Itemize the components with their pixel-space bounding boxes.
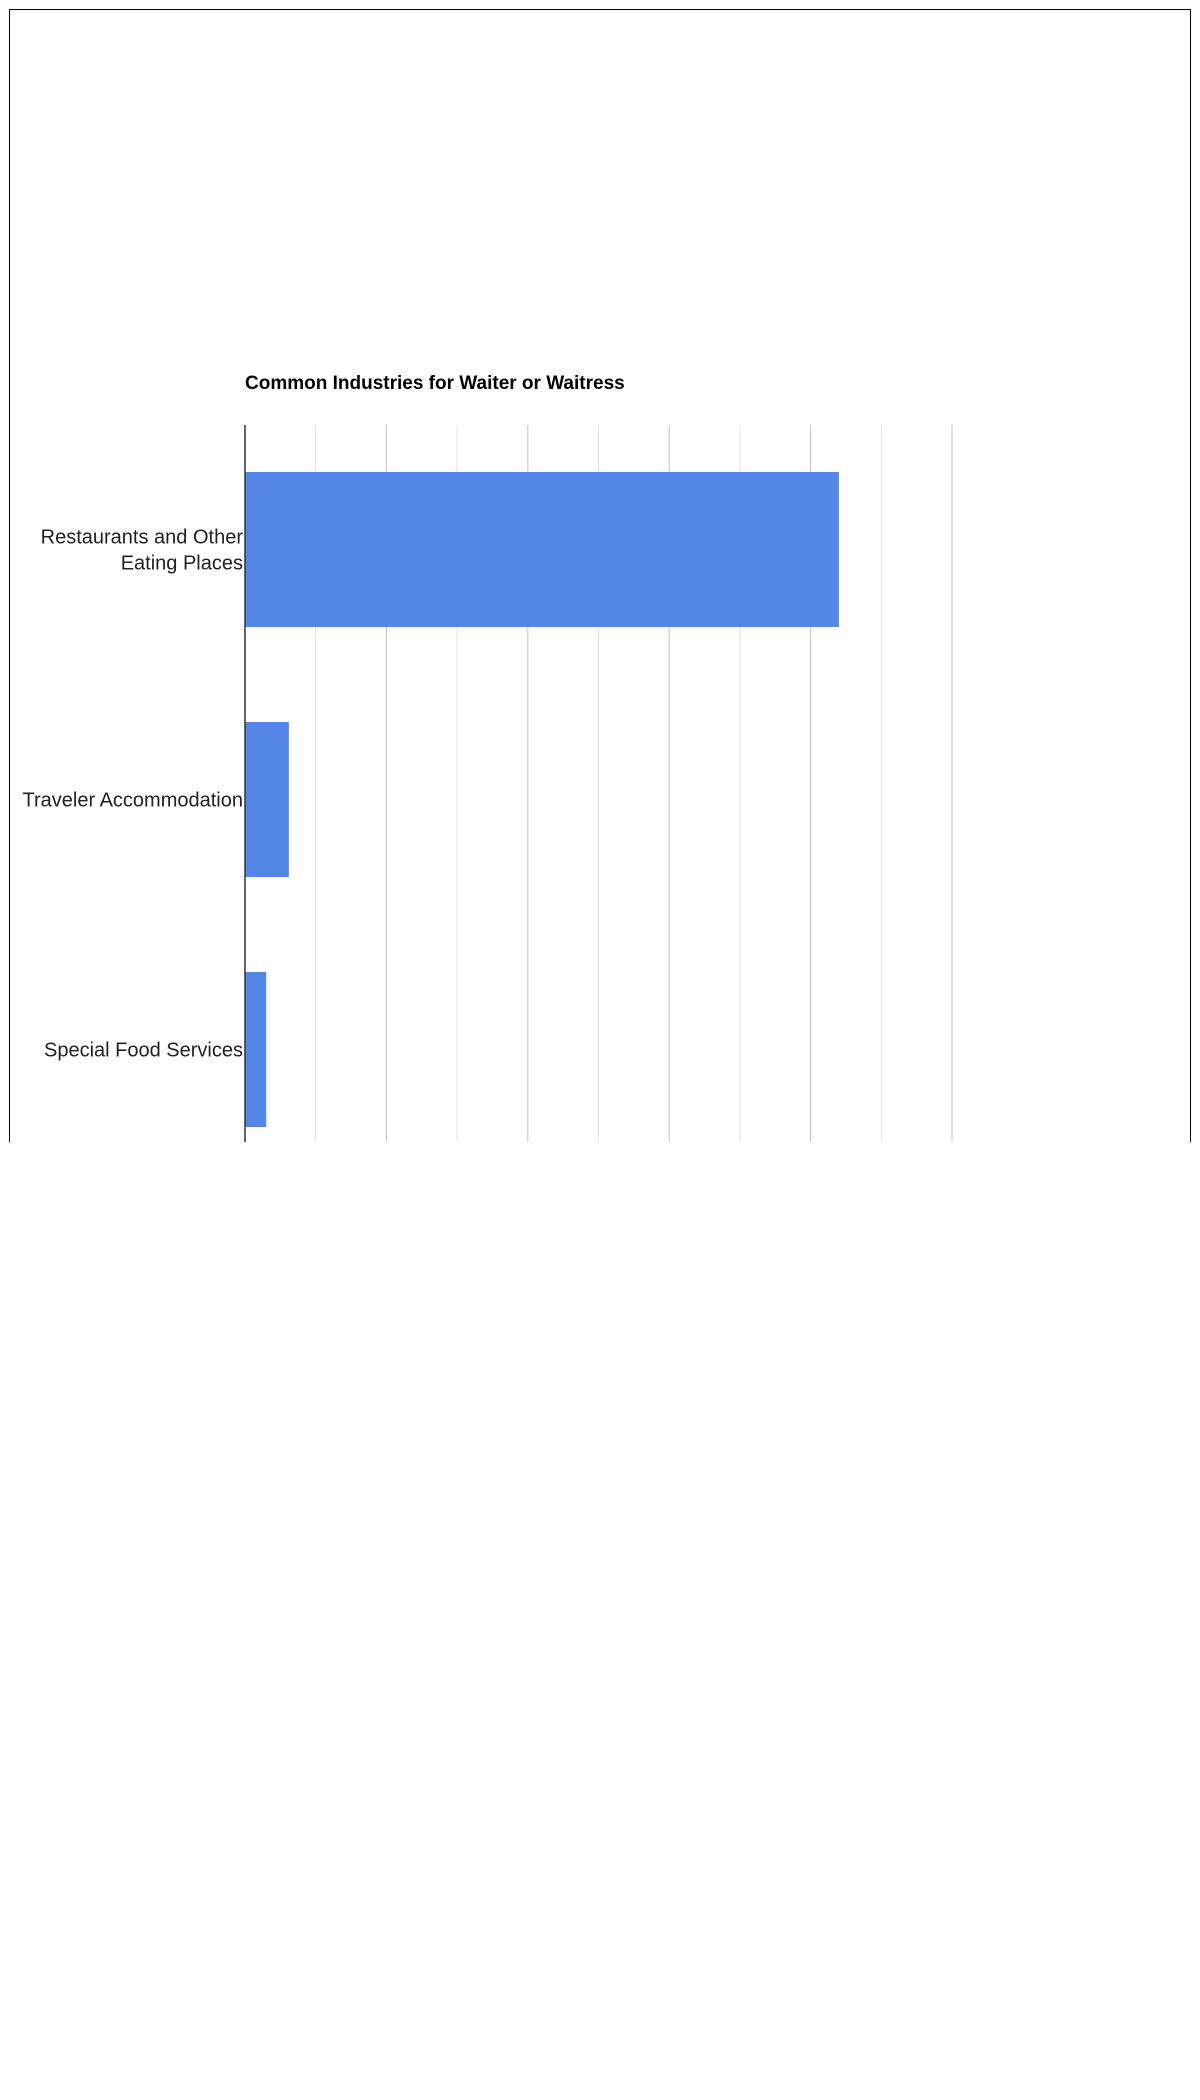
- bar-2: [245, 722, 289, 877]
- category-label: Special Food Services: [44, 1039, 243, 1062]
- category-label: Eating Places: [120, 552, 243, 575]
- category-label: Traveler Accommodation: [22, 789, 243, 812]
- chart-title: Common Industries for Waiter or Waitress: [245, 373, 625, 394]
- bar-3: [245, 972, 266, 1127]
- category-label: Restaurants and Other: [40, 526, 243, 549]
- bar-1: [245, 472, 839, 627]
